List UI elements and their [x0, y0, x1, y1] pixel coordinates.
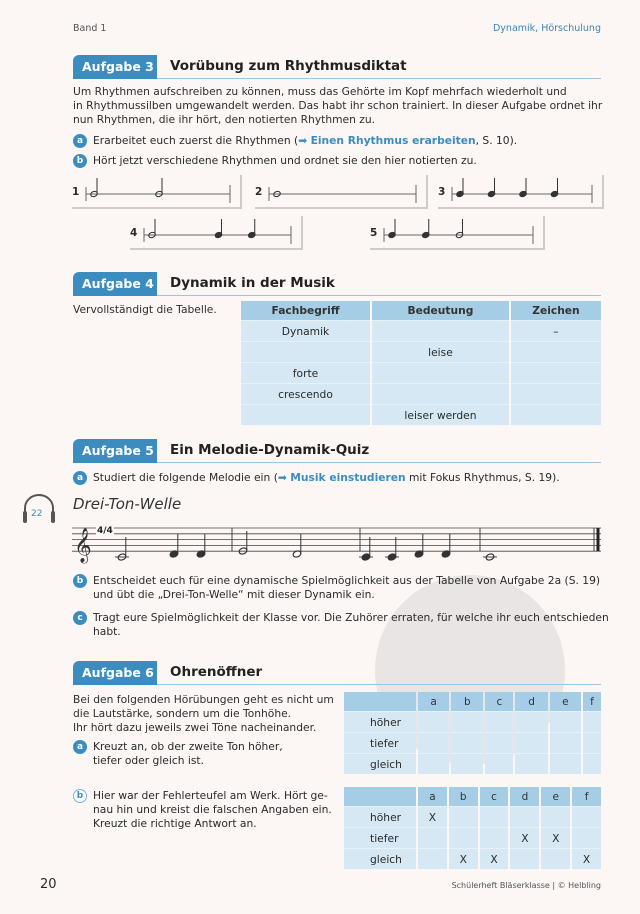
table-cell[interactable]	[372, 320, 509, 341]
checkbox-cell[interactable]	[510, 806, 539, 827]
checkbox-cell[interactable]	[418, 827, 447, 848]
aufgabe6-item-b	[73, 789, 332, 832]
badge-a: a	[73, 134, 87, 148]
checkbox-cell[interactable]	[485, 753, 513, 774]
rhythm-number: 5	[370, 227, 378, 239]
aufgabe4-title: Dynamik in der Musik	[170, 275, 335, 291]
divider	[157, 78, 601, 79]
text-line: Entscheidet euch für eine dynamische Spielmöglichkeit aus der Tabelle von Aufgabe 2a (S. 19)	[93, 574, 601, 587]
table-cell[interactable]	[241, 341, 370, 362]
text-line: Um Rhythmen aufschreiben zu können, muss das Gehörte im Kopf mehrfach wiederholt und	[73, 85, 567, 98]
checkbox-cell[interactable]	[510, 848, 539, 869]
table-cell[interactable]: leise	[372, 341, 509, 362]
table-cell[interactable]: Dynamik	[241, 320, 370, 341]
checkbox-cell[interactable]	[451, 732, 483, 753]
checkbox-cell[interactable]	[515, 732, 547, 753]
checkbox-cell[interactable]: X	[510, 827, 539, 848]
footer-credit: Schülerheft Bläserklasse | © Helbling	[451, 881, 601, 890]
aufgabe4-tab: Aufgabe 4	[73, 272, 157, 296]
row-label: gleich	[344, 753, 416, 774]
aufgabe5-item-c	[73, 611, 609, 639]
checkbox-cell[interactable]: X	[418, 806, 447, 827]
rhythm-box-3	[438, 175, 604, 209]
row-label: tiefer	[344, 827, 416, 848]
rhythm-number: 1	[72, 186, 80, 198]
time-signature: 4/4	[97, 526, 113, 536]
text-line: die Lautstärke, sondern um die Tonhöhe.	[73, 707, 292, 721]
checkbox-cell[interactable]	[515, 753, 547, 774]
checkbox-cell[interactable]	[583, 711, 601, 732]
table-cell[interactable]: forte	[241, 362, 370, 383]
aufgabe5-item-a	[73, 471, 560, 485]
table-cell[interactable]	[511, 341, 601, 362]
text-line: in Rhythmussilben umgewandelt werden. Das habt ihr schon trainiert. In dieser Aufgabe ordnet ihr	[73, 99, 603, 113]
checkbox-cell[interactable]	[480, 806, 509, 827]
text-line: Tragt eure Spielmöglichkeit der Klasse vor. Die Zuhörer erraten, für welche ihr euch entschieden	[93, 611, 609, 624]
row-label: höher	[344, 711, 416, 732]
aufgabe4-instruction: Vervollständigt die Tabelle.	[73, 303, 217, 316]
table-cell[interactable]	[511, 404, 601, 425]
rhythm-number: 2	[255, 186, 263, 198]
rhythm-notation	[380, 216, 543, 248]
tonhoehe-table-a	[342, 692, 603, 774]
checkbox-cell[interactable]	[451, 753, 483, 774]
checkbox-cell[interactable]: X	[541, 827, 570, 848]
text: mit Fokus Rhythmus, S. 19).	[405, 471, 560, 484]
aufgabe5-tab: Aufgabe 5	[73, 439, 157, 463]
page-number: 20	[40, 877, 57, 892]
link-rhythmus[interactable]: Einen Rhythmus erarbeiten	[310, 134, 476, 147]
checkbox-cell[interactable]	[418, 848, 447, 869]
dynamik-table	[239, 301, 603, 425]
checkbox-cell[interactable]	[541, 806, 570, 827]
aufgabe6-intro	[73, 693, 334, 736]
text-line: nau hin und kreist die falschen Angaben ein.	[93, 803, 332, 817]
aufgabe5-title: Ein Melodie-Dynamik-Quiz	[170, 442, 370, 458]
rhythm-number: 3	[438, 186, 446, 198]
badge-a: a	[73, 471, 87, 485]
checkbox-cell[interactable]: X	[449, 848, 478, 869]
badge-a: a	[73, 740, 87, 754]
rhythm-box-5	[370, 216, 545, 250]
checkbox-cell[interactable]	[418, 711, 449, 732]
col-header	[344, 692, 416, 711]
text: , S. 10).	[475, 134, 518, 147]
table-cell[interactable]	[511, 362, 601, 383]
table-cell[interactable]	[372, 362, 509, 383]
rhythm-box-1	[72, 175, 242, 209]
col-header	[344, 787, 416, 806]
table-row	[344, 753, 601, 774]
treble-clef-icon: 𝄞	[74, 528, 92, 563]
col-header: e	[550, 692, 581, 711]
aufgabe3-item-a	[73, 134, 517, 148]
checkbox-cell[interactable]	[550, 753, 581, 774]
table-row	[241, 320, 601, 341]
aufgabe6-item-a	[73, 740, 283, 768]
table-cell[interactable]: crescendo	[241, 383, 370, 404]
aufgabe3-tab: Aufgabe 3	[73, 55, 157, 79]
text-line: nun Rhythmen, die ihr hört, den notierten Rhythmen zu.	[73, 113, 376, 127]
headphones-icon[interactable]	[20, 492, 58, 526]
header-band: Band 1	[73, 23, 107, 34]
col-header: c	[485, 692, 513, 711]
rhythm-box-4	[130, 216, 303, 250]
col-header: f	[583, 692, 601, 711]
table-row	[344, 848, 601, 869]
row-label: gleich	[344, 848, 416, 869]
rhythm-notation	[140, 216, 301, 248]
text: Erarbeitet euch zuerst die Rhythmen (	[93, 134, 299, 147]
table-row	[241, 362, 601, 383]
col-header: Fachbegriff	[241, 301, 370, 320]
rhythm-box-2	[255, 175, 428, 209]
table-cell[interactable]: –	[511, 320, 601, 341]
checkbox-cell[interactable]	[451, 711, 483, 732]
checkbox-cell[interactable]	[515, 711, 547, 732]
col-header: c	[480, 787, 509, 806]
col-header: d	[510, 787, 539, 806]
col-header: b	[449, 787, 478, 806]
col-header: e	[541, 787, 570, 806]
table-row	[344, 732, 601, 753]
aufgabe3-intro	[73, 85, 602, 128]
checkbox-cell[interactable]	[418, 753, 449, 774]
aufgabe3-item-b	[73, 154, 477, 168]
checkbox-cell[interactable]	[583, 753, 601, 774]
text-line: habt.	[93, 625, 121, 639]
checkbox-cell[interactable]: X	[572, 848, 601, 869]
tonhoehe-table-b	[342, 787, 603, 869]
checkbox-cell[interactable]: X	[480, 848, 509, 869]
col-header: Zeichen	[511, 301, 601, 320]
link-musik-einstudieren[interactable]: Musik einstudieren	[290, 471, 406, 484]
checkbox-cell[interactable]	[449, 806, 478, 827]
row-label: höher	[344, 806, 416, 827]
table-cell[interactable]	[511, 383, 601, 404]
table-cell[interactable]	[241, 404, 370, 425]
table-row	[241, 383, 601, 404]
aufgabe6-tab: Aufgabe 6	[73, 661, 157, 685]
text-line: Hier war der Fehlerteufel am Werk. Hört ge-	[93, 789, 328, 802]
checkbox-cell[interactable]	[485, 711, 513, 732]
rhythm-notation	[82, 175, 240, 207]
checkbox-cell[interactable]	[480, 827, 509, 848]
checkbox-cell[interactable]	[572, 827, 601, 848]
table-row	[241, 341, 601, 362]
badge-b: b	[73, 574, 87, 588]
aufgabe6-title: Ohrenöffner	[170, 664, 263, 680]
checkbox-cell[interactable]	[418, 732, 449, 753]
checkbox-cell[interactable]	[550, 732, 581, 753]
table-row	[241, 404, 601, 425]
text-line: Kreuzt die richtige Antwort an.	[93, 817, 257, 831]
text-line: tiefer oder gleich ist.	[93, 754, 205, 768]
checkbox-cell[interactable]	[449, 827, 478, 848]
divider	[157, 462, 601, 463]
rhythm-number: 4	[130, 227, 138, 239]
col-header: f	[572, 787, 601, 806]
text-line: Bei den folgenden Hörübungen geht es nicht um	[73, 693, 334, 706]
col-header: a	[418, 787, 447, 806]
divider	[157, 295, 601, 296]
checkbox-cell[interactable]	[485, 732, 513, 753]
aufgabe5-item-b	[73, 574, 600, 602]
row-label: tiefer	[344, 732, 416, 753]
melody-title: Drei-Ton-Welle	[73, 495, 182, 513]
divider	[157, 684, 601, 685]
table-cell[interactable]: leiser werden	[372, 404, 509, 425]
table-row	[344, 711, 601, 732]
col-header: d	[515, 692, 547, 711]
text: Studiert die folgende Melodie ein (	[93, 471, 278, 484]
header-topic: Dynamik, Hörschulung	[492, 23, 601, 34]
col-header: b	[451, 692, 483, 711]
checkbox-cell[interactable]	[572, 806, 601, 827]
melody-staff	[70, 518, 605, 568]
col-header: a	[418, 692, 449, 711]
table-row	[344, 827, 601, 848]
badge-b: b	[73, 789, 87, 803]
rhythm-notation	[448, 175, 602, 207]
arrow-right-icon: ➡	[298, 134, 311, 147]
badge-b: b	[73, 154, 87, 168]
checkbox-cell[interactable]	[550, 711, 581, 732]
arrow-right-icon: ➡	[277, 471, 291, 484]
text: Hört jetzt verschiedene Rhythmen und ordnet sie den hier notierten zu.	[93, 154, 477, 167]
text-line: Kreuzt an, ob der zweite Ton höher,	[93, 740, 283, 753]
checkbox-cell[interactable]	[541, 848, 570, 869]
col-header: Bedeutung	[372, 301, 509, 320]
table-row	[344, 806, 601, 827]
checkbox-cell[interactable]	[583, 732, 601, 753]
text-line: Ihr hört dazu jeweils zwei Töne nacheinander.	[73, 721, 317, 735]
aufgabe3-title: Vorübung zum Rhythmusdiktat	[170, 58, 407, 74]
text-line: und übt die „Drei-Ton-Welle“ mit dieser Dynamik ein.	[93, 588, 375, 602]
track-number: 22	[31, 509, 43, 519]
badge-c: c	[73, 611, 87, 625]
table-cell[interactable]	[372, 383, 509, 404]
rhythm-notation	[265, 175, 426, 207]
